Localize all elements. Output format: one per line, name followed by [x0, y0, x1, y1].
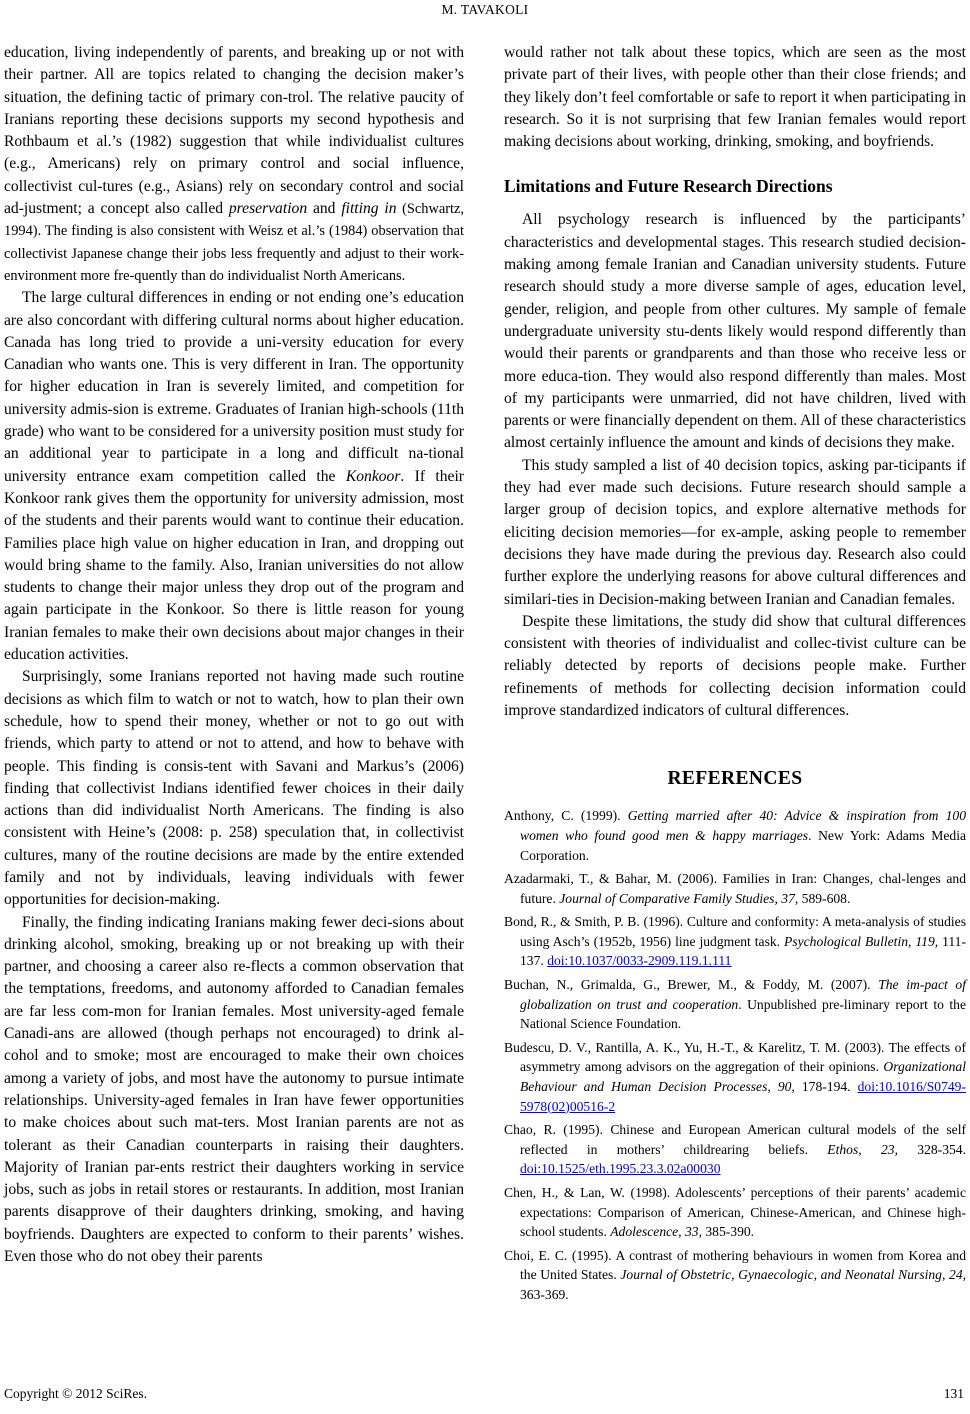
reference-item: Bond, R., & Smith, P. B. (1996). Culture and conformity: A meta-analysis of studies using Asch’s (1952b, 1956) line judgment task. Psychological Bulletin, 119, 111-137. doi:10.1037/0033-2909.119.1.111 — [504, 914, 966, 969]
paragraph: education, living independently of parents, and breaking up or not with their partner. All are topics related to changing the decision maker’s situation, the defining tactic of primary con-trol. The relative paucity of Iranians reporting these decisions supports my second hypothesis and Rothbaum et al.’s (1982) suggestion that while individualist cultures (e.g., Americans) rely on primary control and social influence, collectivist cul-tures (e.g., Asians) rely on secondary control and social ad-justment; a concept also called preservation and fitting in (Schwartz, 1994). The finding is also consistent with Weisz et al.’s (1984) observation that collectivist Japanese change their jobs less frequently and adjust to their work-environment more fre-quently than do individualist North Americans. — [4, 44, 464, 284]
paragraph: All psychology research is influenced by the participants’ characteristics and developmental stages. This research studied decision-making among female Iranian and Canadian university students. Future research should study a more diverse sample of ages, education level, gender, religion, and people from other cultures. My sample of female undergraduate university stu-dents likely would respond differently than would their parents or grandparents and than those who receive less or more educa-tion. They would also respond differently than males. Most of my participants were unmarried, did not have children, lived with parents or were financially dependent on them. All of these characteristics almost certainly influence the amount and kinds of decisions they make. — [504, 211, 967, 452]
doi-link[interactable]: doi:10.1037/0033-2909.119.1.111 — [547, 953, 732, 969]
running-header: M. TAVAKOLI — [441, 2, 529, 17]
paragraph: Surprisingly, some Iranians reported not having made such routine decisions as which film to watch or not to watch, how to plan their own schedule, how to spend their money, whether or not to go out with friends, which party to attend or not to attend, and how to behave with people. This finding is consis-tent with Savani and Markus’s (2006) finding that collectivist Indians identified fewer choices in their daily actions than did individualist North Americans. The finding is also consistent with Heine’s (2008: p. 258) speculation that, in collectivist cultures, many of the routine decisions are made by the entire extended family and not by individuals, leaving individuals with fewer opportunities for decision-making. — [4, 668, 464, 909]
reference-item: Chao, R. (1995). Chinese and European American cultural models of the self reflected in mothers’ childrearing beliefs. Ethos, 23, 328-354. doi:10.1525/eth.1995.23.3.02a00030 — [504, 1122, 966, 1177]
doi-link[interactable]: doi:10.1016/S0749-5978(02)00516-2 — [520, 1079, 966, 1114]
left-column — [4, 42, 464, 1268]
reference-item: Buchan, N., Grimalda, G., Brewer, M., & Foddy, M. (2007). The im-pact of globalization on trust and cooperation. Unpublished pre-liminary report to the National Science Foundation. — [504, 977, 966, 1032]
reference-item: Budescu, D. V., Rantilla, A. K., Yu, H.-T., & Karelitz, T. M. (2003). The effects of asymmetry among advisors on the aggregation of their opinions. Organizational Behaviour and Human Decision Processes, 90, 178-194. doi:10.1016/S0749-5978(02)00516-2 — [504, 1039, 966, 1114]
right-column — [504, 42, 966, 1309]
copyright-notice: Copyright © 2012 SciRes. — [4, 1386, 148, 1401]
reference-item: Anthony, C. (1999). Getting married after 40: Advice & inspiration from 100 women who found good men & happy marriages. New York: Adams Media Corporation. — [504, 808, 967, 863]
reference-item: Chen, H., & Lan, W. (1998). Adolescents’ perceptions of their parents’ academic expectations: Comparison of American, Chinese-American, and Chinese high-school students. Adolescence, 33, 385-390. — [504, 1185, 966, 1240]
section-heading: Limitations and Future Research Directions — [504, 176, 833, 197]
page-number: 131 — [943, 1386, 964, 1401]
paragraph: The large cultural differences in ending or not ending one’s education are also concordant with differing cultural norms about higher education. Canada has long tried to provide a uni-versity education for every Canadian who wants one. This is very different in Iran. The opportunity for higher education in Iran is severely limited, and competition for university admis-sion is extreme. Graduates of Iranian high-schools (11th grade) who want to be considered for a university position must study for an additional year to participate in a long and difficult na-tional university entrance exam competition called the Konkoor. If their Konkoor rank gives them the opportunity for university admission, most of the students and their parents would want to continue their education. Families place high value on higher education in Iran, and dropping out would bring shame to the family. Also, Iranian universities do not allow students to change their major unless they drop out of the program and again participate in the Konkoor. So there is little reason for young Iranian females to make their own decisions about major changes in their education activities. — [4, 289, 464, 664]
paragraph: Despite these limitations, the study did show that cultural differences consistent with theories of individualist and collec-tivist culture can be reliably detected by reports of decisions people make. Further refinements of methods for collecting decision information could improve standardized indicators of cultural differences. — [504, 612, 966, 720]
doi-link[interactable]: doi:10.1525/eth.1995.23.3.02a00030 — [520, 1161, 721, 1177]
reference-list — [504, 806, 966, 1304]
references-heading: REFERENCES — [667, 768, 803, 790]
reference-item: Choi, E. C. (1995). A contrast of mothering behaviours in women from Korea and the United States. Journal of Obstetric, Gynaecologic, and Neonatal Nursing, 24, 363-369. — [504, 1247, 967, 1302]
paragraph: Finally, the finding indicating Iranians making fewer deci-sions about drinking alcohol, smoking, breaking up or not breaking up with their partner, and choosing a career also re-flects a common observation that the temptations, freedoms, and autonomy afforded to Canadian females are far less com-mon for Iranian females. Most university-aged female Canadi-ans are allowed (though perhaps not encouraged) to drink al-cohol and to smoke; most are encouraged to make their own choices among a variety of jobs, and most have the autonomy to pursue intimate relationships. University-aged females in Iran have fewer opportunities to make choices about such mat-ters. Most Iranian parents are not as tolerant as their Canadian counterparts in raising their daughters. Majority of Iranian par-ents restrict their daughters working in service jobs, such as jobs in retail stores or restaurants. In addition, most Iranian parents disapprove of their daughters drinking, smoking, and having boyfriends. Daughters are expected to conform to their parents’ wishes. Even those who do not obey their parents — [4, 913, 464, 1266]
reference-item: Azadarmaki, T., & Bahar, M. (2006). Families in Iran: Changes, chal-lenges and future. Journal of Comparative Family Studies, 37, 589-608. — [504, 871, 966, 906]
paragraph: would rather not talk about these topics, which are seen as the most private part of their lives, with people other than their close friends; and they likely don’t feel comfortable or safe to report it when participating in research. So it is not surprising that few Iranian females would report making decisions about working, drinking, smoking, and boyfriends. — [504, 44, 966, 151]
paragraph: This study sampled a list of 40 decision topics, asking par-ticipants if they had ever made such decisions. Future research should sample a larger group of decision topics, and explore alternative methods for eliciting decision memories—for ex-ample, asking people to remember decisions they have made during the previous day. Research also could further explore the underlying reasons for above cultural differences and similari-ties in Decision-making between Iranian and Canadian females. — [504, 456, 966, 608]
